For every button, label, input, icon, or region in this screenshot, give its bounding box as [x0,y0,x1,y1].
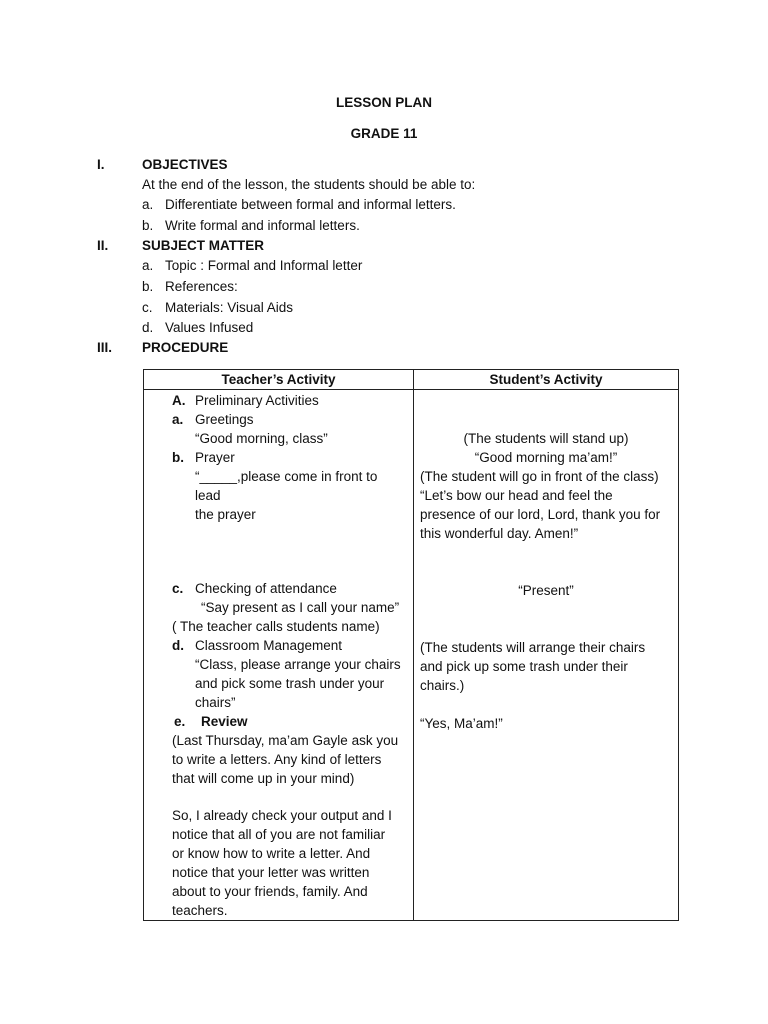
teacher-line: lead [195,488,221,503]
activity-item [172,391,319,411]
teacher-line: “Say present as I call your name” [201,600,400,615]
procedure-table [143,369,679,921]
student-line: (The student will go in front of the class) [420,469,659,484]
list-text: References: [165,279,238,294]
list-marker: a. [142,258,154,273]
list-text: Differentiate between formal and informal letters. [165,197,456,212]
document-grade: GRADE 11 [350,126,418,141]
teacher-line: chairs” [195,695,236,710]
teacher-line: or know how to write a letter. And [172,846,371,861]
column-header-student: Student’s Activity [414,370,679,390]
list-item [142,318,253,338]
teacher-line: to write a letters. Any kind of letters [172,752,382,767]
teacher-line: teachers. [172,903,228,918]
teacher-line: “Good morning, class” [195,431,328,446]
list-text: Materials: Visual Aids [165,300,294,315]
list-text: Write formal and informal letters. [165,218,360,233]
list-item [142,195,456,215]
student-line: this wonderful day. Amen!” [420,526,579,541]
student-line: chairs.) [420,678,465,693]
item-text: Checking of attendance [195,581,337,596]
student-line: presence of our lord, Lord, thank you for [420,507,661,522]
list-item [142,216,360,236]
teacher-line: “Class, please arrange your chairs [195,657,401,672]
teacher-line: about to your friends, family. And [172,884,368,899]
section-heading-objectives: OBJECTIVES [142,157,228,172]
table-row [144,390,679,921]
student-line: “Let’s bow our head and feel the [420,488,613,503]
section-heading-procedure: PROCEDURE [142,340,229,355]
teacher-line: notice that your letter was written [172,865,370,880]
item-marker: A. [172,393,186,408]
item-marker: c. [172,581,184,596]
teacher-line: and pick some trash under your [195,676,385,691]
student-line: “Present” [518,583,574,598]
list-text: Topic : Formal and Informal letter [165,258,363,273]
activity-item [172,410,254,430]
teacher-line: So, I already check your output and I [172,808,392,823]
item-marker: a. [172,412,184,427]
section-numeral-procedure: III. [97,340,113,355]
list-item [142,298,293,318]
item-marker: b. [172,450,184,465]
item-text: Greetings [195,412,254,427]
teacher-line: that will come up in your mind) [172,771,355,786]
objectives-intro: At the end of the lesson, the students should be able to: [142,177,476,192]
document-title: LESSON PLAN [335,95,432,110]
section-heading-subject-matter: SUBJECT MATTER [142,238,265,253]
item-text: Classroom Management [195,638,343,653]
teacher-line: the prayer [195,507,256,522]
teacher-line: “_____,please come in front to [195,469,378,484]
item-marker: d. [172,638,184,653]
student-activity-cell [414,390,679,921]
section-numeral-subject-matter: II. [97,238,109,253]
teacher-activity-cell [144,390,414,921]
teacher-line: notice that all of you are not familiar [172,827,386,842]
student-line: and pick up some trash under their [420,659,628,674]
list-item [142,277,238,297]
student-line: “Good morning ma’am!” [474,450,618,465]
item-text: Preliminary Activities [195,393,319,408]
list-marker: b. [142,218,154,233]
column-header-teacher: Teacher’s Activity [144,370,414,390]
activity-item [172,636,342,656]
list-marker: c. [142,300,153,315]
activity-item [174,712,248,732]
teacher-line: ( The teacher calls students name) [172,619,380,634]
list-marker: d. [142,320,154,335]
teacher-line: (Last Thursday, ma’am Gayle ask you [172,733,399,748]
item-text: Review [201,714,248,729]
activity-item [172,448,235,468]
list-marker: b. [142,279,154,294]
list-marker: a. [142,197,154,212]
student-line: (The students will arrange their chairs [420,640,646,655]
table-header-row [144,370,679,390]
item-text: Prayer [195,450,235,465]
section-numeral-objectives: I. [97,157,105,172]
activity-item [172,579,337,599]
student-line: “Yes, Ma’am!” [420,716,503,731]
list-text: Values Infused [165,320,254,335]
item-marker: e. [174,714,186,729]
list-item [142,256,362,276]
student-line: (The students will stand up) [463,431,629,446]
